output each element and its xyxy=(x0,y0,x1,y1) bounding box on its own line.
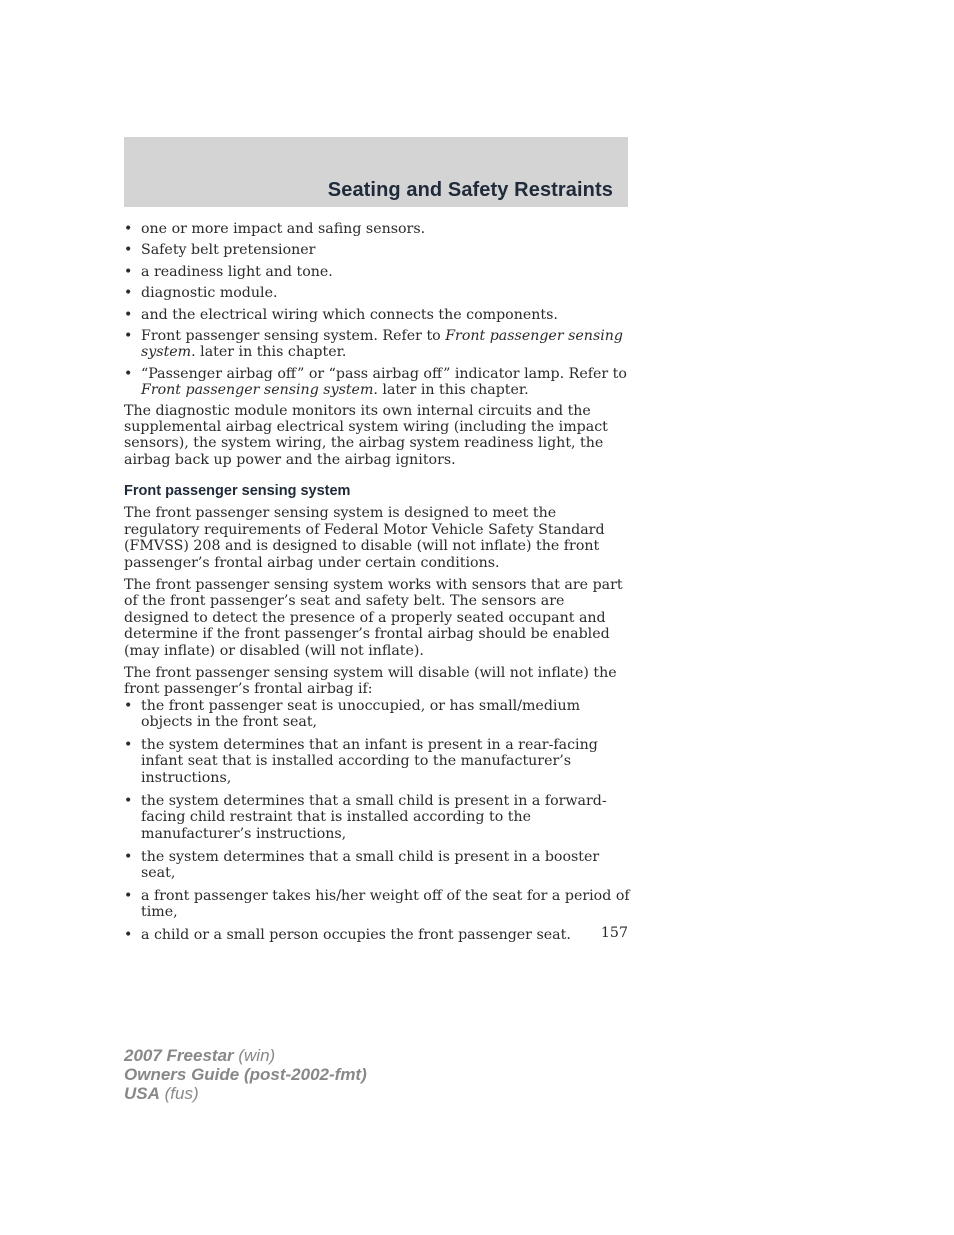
footer-variant: (win) xyxy=(233,1046,276,1065)
footer-model: 2007 Freestar xyxy=(124,1046,234,1065)
footer-guide: Owners Guide (post-2002-fmt) xyxy=(124,1065,367,1084)
list-item: • the system determines that a small child is present in a booster seat, xyxy=(124,849,630,882)
section-heading: Front passenger sensing system xyxy=(124,483,351,500)
list-item: • a child or a small person occupies the front passenger seat. xyxy=(124,927,630,943)
footer-line xyxy=(124,1046,367,1065)
list-item: • one or more impact and safing sensors. xyxy=(124,221,630,237)
list-item: • diagnostic module. xyxy=(124,285,630,301)
section-paragraph: The front passenger sensing system will disable (will not inflate) the front passenger’s frontal airbag if: xyxy=(124,664,617,698)
footer-market-code: (fus) xyxy=(159,1084,199,1103)
list-item: • the system determines that a small child is present in a forward-facing child restraint that is installed according to the manufacturer’s instructions, xyxy=(124,793,630,842)
header-band xyxy=(124,137,628,207)
main-content xyxy=(124,221,630,944)
section-paragraph: The front passenger sensing system works with sensors that are part of the front passenger’s seat and safety belt. The sensors are designed to detect the presence of a properly seated occupant and determine if the front passenger’s frontal airbag should be enabled (may inflate) or disabled (will not inflate). xyxy=(124,576,623,659)
footer-market: USA xyxy=(124,1084,160,1103)
cross-reference: Front passenger sensing system. xyxy=(141,382,378,399)
list-item: • Safety belt pretensioner xyxy=(124,242,630,258)
list-item xyxy=(124,366,630,399)
intro-bullet-list xyxy=(124,221,630,399)
disable-conditions-list xyxy=(124,698,630,944)
list-item: • a front passenger takes his/her weight off of the seat for a period of time, xyxy=(124,888,630,921)
footer-line xyxy=(124,1084,367,1103)
list-item: • the system determines that an infant is present in a rear-facing infant seat that is installed according to the manufacturer’s instructions, xyxy=(124,737,630,786)
page-title: Seating and Safety Restraints xyxy=(327,179,613,201)
diagnostic-paragraph: The diagnostic module monitors its own internal circuits and the supplemental airbag electrical system wiring (including the impact sensors), the system wiring, the airbag system readiness light, the airbag back up power and the airbag ignitors. xyxy=(124,402,608,468)
page-number: 157 xyxy=(600,925,628,941)
bullet-text: Front passenger sensing system. Refer to xyxy=(141,328,446,345)
bullet-text: later in this chapter. xyxy=(377,382,529,399)
list-item xyxy=(124,328,630,361)
cross-reference: Front passenger sensing system. xyxy=(141,328,623,361)
list-item: • the front passenger seat is unoccupied, or has small/medium objects in the front seat, xyxy=(124,698,630,731)
footer-line xyxy=(124,1065,367,1084)
footer xyxy=(124,1046,367,1103)
section-paragraph: The front passenger sensing system is designed to meet the regulatory requirements of Federal Motor Vehicle Safety Standard (FMVSS) 208 and is designed to disable (will not inflate) the front passenger’s frontal airbag under certain conditions. xyxy=(124,505,605,571)
bullet-text: later in this chapter. xyxy=(195,344,347,361)
list-item: • and the electrical wiring which connects the components. xyxy=(124,307,630,323)
bullet-text: “Passenger airbag off” or “pass airbag off” indicator lamp. Refer to xyxy=(141,365,627,382)
list-item: • a readiness light and tone. xyxy=(124,264,630,280)
